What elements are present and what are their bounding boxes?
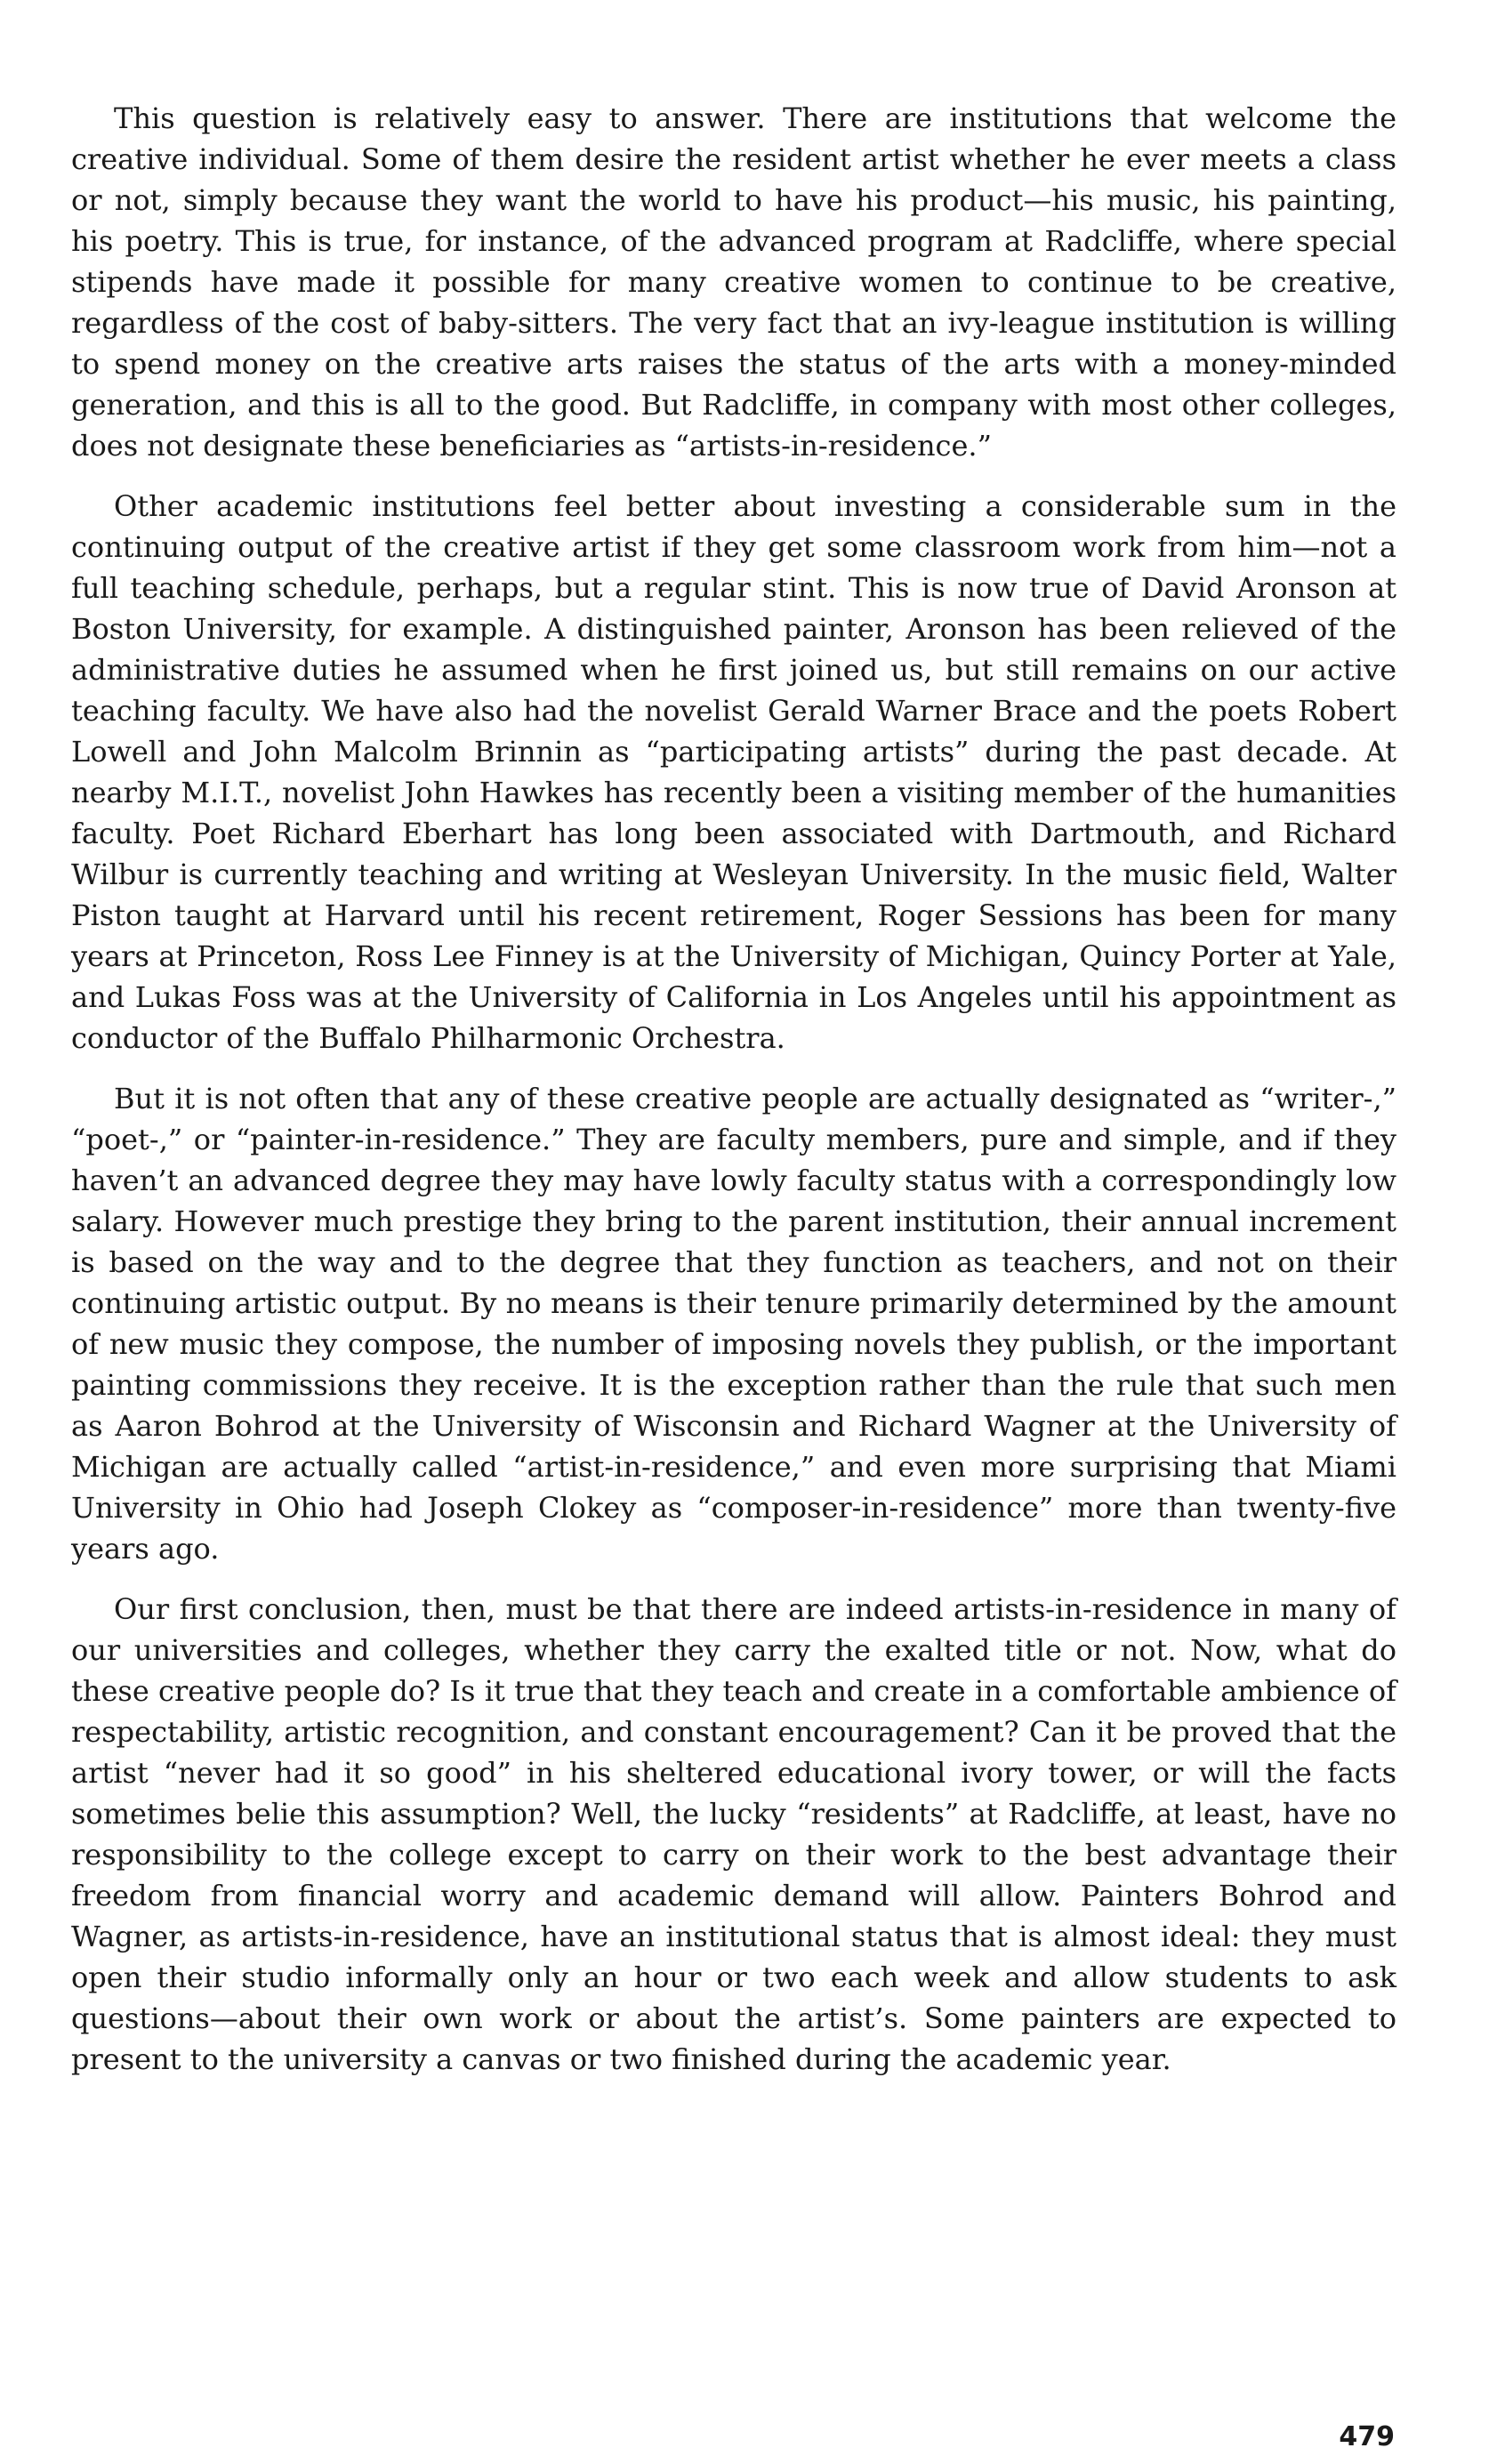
paragraph-4: Our first conclusion, then, must be that there are indeed artists-in-residence in many of our universities and colleges, whether they carry the exalted title or not. Now, what do these creative people do? Is it true that they teach and create in a comfortable ambience of respectability, artistic recognition, and constant encouragement? Can it be proved that the artist “never had it so good” in his sheltered educational ivory tower, or will the facts sometimes belie this assumption? Well, the lucky “residents” at Radcliffe, at least, have no responsibility to the college except to carry on their work to the best advantage their freedom from financial worry and academic demand will allow. Painters Bohrod and Wagner, as artists-in-residence, have an institutional status that is almost ideal: they must open their studio informally only an hour or two each week and allow students to ask questions—about their own work or about the artist’s. Some painters are expected to present to the university a canvas or two finished during the academic year. [71, 1592, 1396, 2076]
paragraph-2: Other academic institutions feel better about investing a considerable sum in the continuing output of the creative artist if they get some classroom work from him—not a full teaching schedule, perhaps, but a regular stint. This is now true of David Aronson at Boston University, for example. A distinguished painter, Aronson has been relieved of the administrative duties he assumed when he first joined us, but still remains on our active teaching faculty. We have also had the novelist Gerald Warner Brace and the poets Robert Lowell and John Malcolm Brinnin as “participating artists” during the past decade. At nearby M.I.T., novelist John Hawkes has recently been a visiting member of the humanities faculty. Poet Richard Eberhart has long been associated with Dartmouth, and Richard Wilbur is currently teaching and writing at Wesleyan University. In the music field, Walter Piston taught at Harvard until his recent retirement, Roger Sessions has been for many years at Princeton, Ross Lee Finney is at the University of Michigan, Quincy Porter at Yale, and Lukas Foss was at the University of California in Los Angeles until his appointment as conductor of the Buffalo Philharmonic Orchestra. [71, 489, 1396, 1055]
page-number: 479 [1339, 2421, 1395, 2452]
body-text [71, 98, 1396, 2099]
paragraph-1: This question is relatively easy to answer. There are institutions that welcome the creative individual. Some of them desire the resident artist whether he ever meets a class or not, simply because they want the world to have his product—his music, his painting, his poetry. This is true, for instance, of the advanced program at Radcliffe, where special stipends have made it possible for many creative women to continue to be creative, regardless of the cost of baby-sitters. The very fact that an ivy-league institution is willing to spend money on the creative arts raises the status of the arts with a money-minded generation, and this is all to the good. But Radcliffe, in company with most other colleges, does not designate these beneficiaries as “artists-in-residence.” [71, 101, 1396, 463]
paragraph-3: But it is not often that any of these creative people are actually designated as “writer-,” “poet-,” or “painter-in-residence.” They are faculty members, pure and simple, and if they haven’t an advanced degree they may have lowly faculty status with a correspondingly low salary. However much prestige they bring to the parent institution, their annual increment is based on the way and to the degree that they function as teachers, and not on their continuing artistic output. By no means is their tenure primarily determined by the amount of new music they compose, the number of imposing novels they publish, or the important painting commissions they receive. It is the exception rather than the rule that such men as Aaron Bohrod at the University of Wisconsin and Richard Wagner at the University of Michigan are actually called “artist-in-residence,” and even more surprising that Miami University in Ohio had Joseph Clokey as “composer-in-residence” more than twenty-five years ago. [71, 1082, 1396, 1566]
